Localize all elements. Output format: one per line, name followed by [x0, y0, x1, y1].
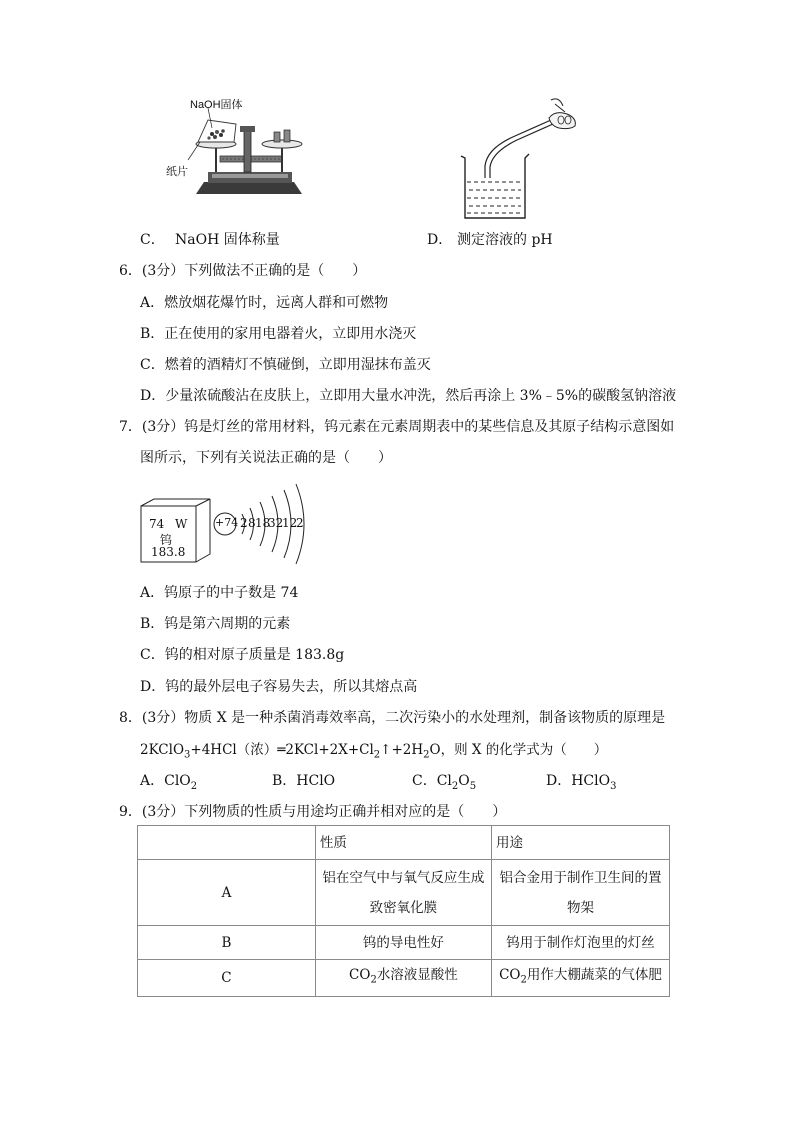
row-b-label: B	[138, 926, 316, 960]
nucleus-charge: +74	[215, 516, 239, 529]
element-mass: 183.8	[151, 545, 186, 559]
row-a-property	[315, 860, 491, 926]
q6-option-a: A．燃放烟花爆竹时，远离人群和可燃物	[140, 295, 389, 311]
q9-stem: 9．(3分）下列物质的性质与用途均正确并相对应的是（ ）	[119, 804, 507, 820]
eq-sub3: 2	[423, 749, 430, 761]
q6-option-b: B．正在使用的家用电器着火，立即用水浇灭	[140, 326, 417, 342]
shell-6: 2	[296, 516, 304, 530]
option-d-label: D．	[427, 232, 453, 248]
beaker-illustration	[455, 92, 595, 220]
q8-equation	[140, 738, 607, 761]
option-c-label: C．	[140, 232, 165, 248]
q8-opt-c-mid: O	[458, 773, 470, 789]
q8-opt-b-text: B．HClO	[272, 773, 336, 789]
paper-label: 纸片	[166, 166, 188, 178]
element-number: 74	[149, 517, 165, 531]
q8-opt-c-text: C．Cl	[412, 773, 452, 789]
option-d-text: 测定溶液的 pH	[457, 232, 553, 248]
q8-opt-d-text: D．HClO	[546, 773, 611, 789]
row-c-use-sub: 2	[520, 974, 527, 986]
row-c-prop-b: 水溶液显酸性	[376, 967, 458, 983]
row-c-use	[491, 960, 669, 997]
q6-option-d: D．少量浓硫酸沾在皮肤上，立即用大量水冲洗，然后再涂上 3%﹣5%的碳酸氢钠溶液	[140, 388, 677, 404]
row-a-property-line1: 铝在空气中与氧气反应生成	[322, 869, 485, 886]
row-b-property: 钨的导电性好	[315, 926, 491, 960]
shell-5: 12	[282, 516, 298, 530]
shell-1: 2	[240, 516, 248, 530]
eq-part2: +4HCl（浓）═2KCl+2X+Cl	[190, 742, 374, 758]
q8-opt-c-sub1: 2	[451, 780, 459, 792]
q8-opt-a-text: A．ClO	[140, 773, 191, 789]
shell-4: 32	[268, 516, 284, 530]
row-a-use-line1: 铝合金用于制作卫生间的置	[499, 869, 662, 886]
beaker-figure	[455, 92, 595, 220]
header-use: 用途	[491, 826, 669, 860]
q8-opt-d-sub: 3	[610, 780, 617, 792]
table-row-a	[138, 860, 670, 926]
q7-stem-line1: 7．(3分）钨是灯丝的常用材料，钨元素在元素周期表中的某些信息及其原子结构示意图如	[119, 419, 675, 435]
q7-option-d: D．钨的最外层电子容易失去，所以其熔点高	[140, 679, 418, 695]
shell-2: 8	[248, 516, 256, 530]
q8-stem: 8．(3分）物质 X 是一种杀菌消毒效率高，二次污染小的水处理剂，制备该物质的原理是	[119, 710, 666, 726]
q7-option-b: B．钨是第六周期的元素	[140, 616, 291, 632]
row-c-use-b: 用作大棚蔬菜的气体肥	[526, 967, 662, 983]
q6-stem: 6．(3分）下列做法不正确的是（ ）	[119, 263, 367, 279]
naoh-label: NaOH固体	[190, 99, 243, 111]
eq-sub1: 3	[184, 749, 191, 761]
eq-part3: ↑+2H	[380, 742, 424, 758]
atom-diagram	[212, 482, 312, 572]
row-a-property-line2: 致密氧化膜	[369, 899, 438, 916]
element-cell	[140, 498, 212, 564]
q6-option-c: C．燃着的酒精灯不慎碰倒，立即用湿抹布盖灭	[140, 357, 431, 373]
row-c-property	[315, 960, 491, 997]
q8-opt-c-sub2: 5	[469, 780, 477, 792]
q7-option-a: A．钨原子的中子数是 74	[140, 585, 299, 601]
row-b-use: 钨用于制作灯泡里的灯丝	[491, 926, 669, 960]
row-a-use-line2: 物架	[566, 899, 594, 916]
element-symbol: W	[175, 517, 188, 531]
option-c-text: NaOH 固体称量	[175, 232, 280, 248]
eq-sub2: 2	[373, 749, 381, 761]
q8-option-a	[140, 770, 197, 792]
table-row-c	[138, 960, 670, 997]
row-a-label: A	[138, 860, 316, 926]
header-property: 性质	[315, 826, 491, 860]
properties-table	[137, 825, 670, 997]
row-c-use-a: CO	[499, 967, 521, 983]
table-header-row	[138, 826, 670, 860]
table-row-b	[138, 926, 670, 960]
row-a-use	[491, 860, 669, 926]
shell-3: 18	[255, 516, 271, 530]
q8-option-c	[412, 770, 476, 792]
eq-part4: O，则 X 的化学式为（ ）	[429, 742, 608, 758]
eq-part1: 2KClO	[140, 742, 185, 758]
q8-option-d	[546, 770, 616, 792]
element-name: 钨	[160, 533, 173, 547]
q7-stem-line2: 图所示，下列有关说法正确的是（ ）	[140, 450, 392, 466]
header-blank	[138, 826, 316, 860]
row-c-prop-a: CO	[349, 967, 371, 983]
q7-option-c: C．钨的相对原子质量是 183.8g	[140, 647, 345, 663]
row-c-label: C	[138, 960, 316, 997]
q8-option-b	[272, 770, 335, 790]
q8-opt-a-sub: 2	[190, 780, 198, 792]
row-c-prop-sub: 2	[370, 974, 377, 986]
